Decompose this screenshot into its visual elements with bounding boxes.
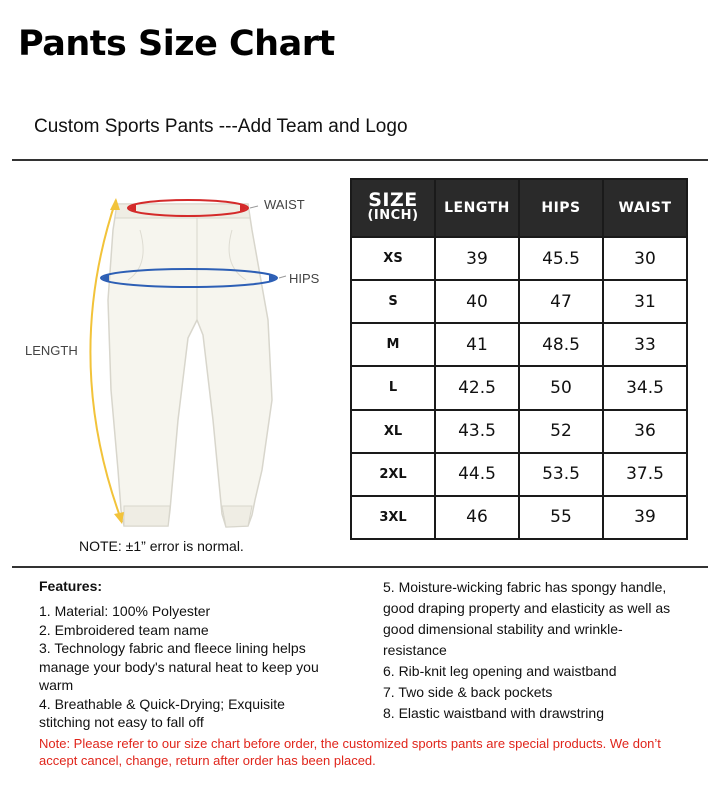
error-note: NOTE: ±1” error is normal. — [79, 538, 244, 554]
length-column-header: LENGTH — [435, 179, 519, 237]
size-row — [351, 453, 687, 496]
length-cell: 42.5 — [435, 366, 519, 409]
size-table-header — [351, 179, 687, 237]
size-cell: XS — [351, 237, 435, 280]
waist-cell: 39 — [603, 496, 687, 539]
hips-cell: 55 — [519, 496, 603, 539]
feature-item: 5. Moisture-wicking fabric has spongy handle, good draping property and elasticity as well as good dimensional stability and wrinkle-resistance — [383, 579, 671, 658]
length-cell: 41 — [435, 323, 519, 366]
waist-cell: 34.5 — [603, 366, 687, 409]
order-disclaimer: Note: Please refer to our size chart before order, the customized sports pants are special products. We don’t accept cancel, change, return after order has been placed. — [39, 736, 661, 768]
size-cell: XL — [351, 410, 435, 453]
feature-item: 1. Material: 100% Polyester — [39, 603, 211, 619]
size-row — [351, 280, 687, 323]
right-cuff-shape — [222, 506, 252, 527]
length-measure-guide — [25, 198, 124, 524]
hips-cell: 50 — [519, 366, 603, 409]
waist-cell: 37.5 — [603, 453, 687, 496]
feature-item: 8. Elastic waistband with drawstring — [383, 705, 604, 721]
hips-cell: 48.5 — [519, 323, 603, 366]
length-cell: 43.5 — [435, 410, 519, 453]
size-cell: L — [351, 366, 435, 409]
top-divider — [12, 159, 708, 161]
page-subtitle: Custom Sports Pants ---Add Team and Logo — [34, 116, 408, 137]
feature-item: 4. Breathable & Quick-Drying; Exquisite stitching not easy to fall off — [39, 695, 285, 730]
waist-cell: 31 — [603, 280, 687, 323]
size-row — [351, 366, 687, 409]
length-label: LENGTH — [25, 343, 78, 358]
features-list-left — [39, 602, 339, 732]
length-cell: 40 — [435, 280, 519, 323]
page-title: Pants Size Chart — [18, 24, 335, 64]
pants-shape — [108, 204, 272, 527]
size-cell: M — [351, 323, 435, 366]
bottom-divider — [12, 566, 708, 568]
length-cell: 46 — [435, 496, 519, 539]
hips-cell: 47 — [519, 280, 603, 323]
hips-cell: 52 — [519, 410, 603, 453]
features-title: Features: — [39, 578, 103, 594]
size-header-main: SIZE — [368, 189, 418, 211]
size-row — [351, 237, 687, 280]
size-cell: 3XL — [351, 496, 435, 539]
hips-column-header: HIPS — [519, 179, 603, 237]
hips-label: HIPS — [289, 271, 320, 286]
feature-item: 2. Embroidered team name — [39, 621, 209, 638]
waist-label: WAIST — [264, 197, 305, 212]
size-table — [350, 178, 688, 540]
waist-column-header: WAIST — [603, 179, 687, 237]
feature-item: 7. Two side & back pockets — [383, 684, 553, 700]
features-list-right — [383, 577, 683, 724]
length-cell: 39 — [435, 237, 519, 280]
waist-cell: 30 — [603, 237, 687, 280]
pants-illustration — [0, 170, 350, 570]
hips-cell: 45.5 — [519, 237, 603, 280]
left-cuff-shape — [124, 506, 170, 526]
size-row — [351, 496, 687, 539]
size-row — [351, 323, 687, 366]
feature-item: 6. Rib-knit leg opening and waistband — [383, 663, 617, 679]
hips-cell: 53.5 — [519, 453, 603, 496]
size-cell: 2XL — [351, 453, 435, 496]
waist-cell: 36 — [603, 410, 687, 453]
feature-item: 3. Technology fabric and fleece lining helps manage your body's natural heat to keep you warm — [39, 640, 319, 693]
size-cell: S — [351, 280, 435, 323]
size-row — [351, 410, 687, 453]
pants-drawing — [0, 170, 350, 570]
length-cell: 44.5 — [435, 453, 519, 496]
waist-cell: 33 — [603, 323, 687, 366]
size-header-unit: (INCH) — [367, 208, 419, 223]
size-column-header — [351, 179, 435, 237]
pants-image — [108, 204, 272, 527]
